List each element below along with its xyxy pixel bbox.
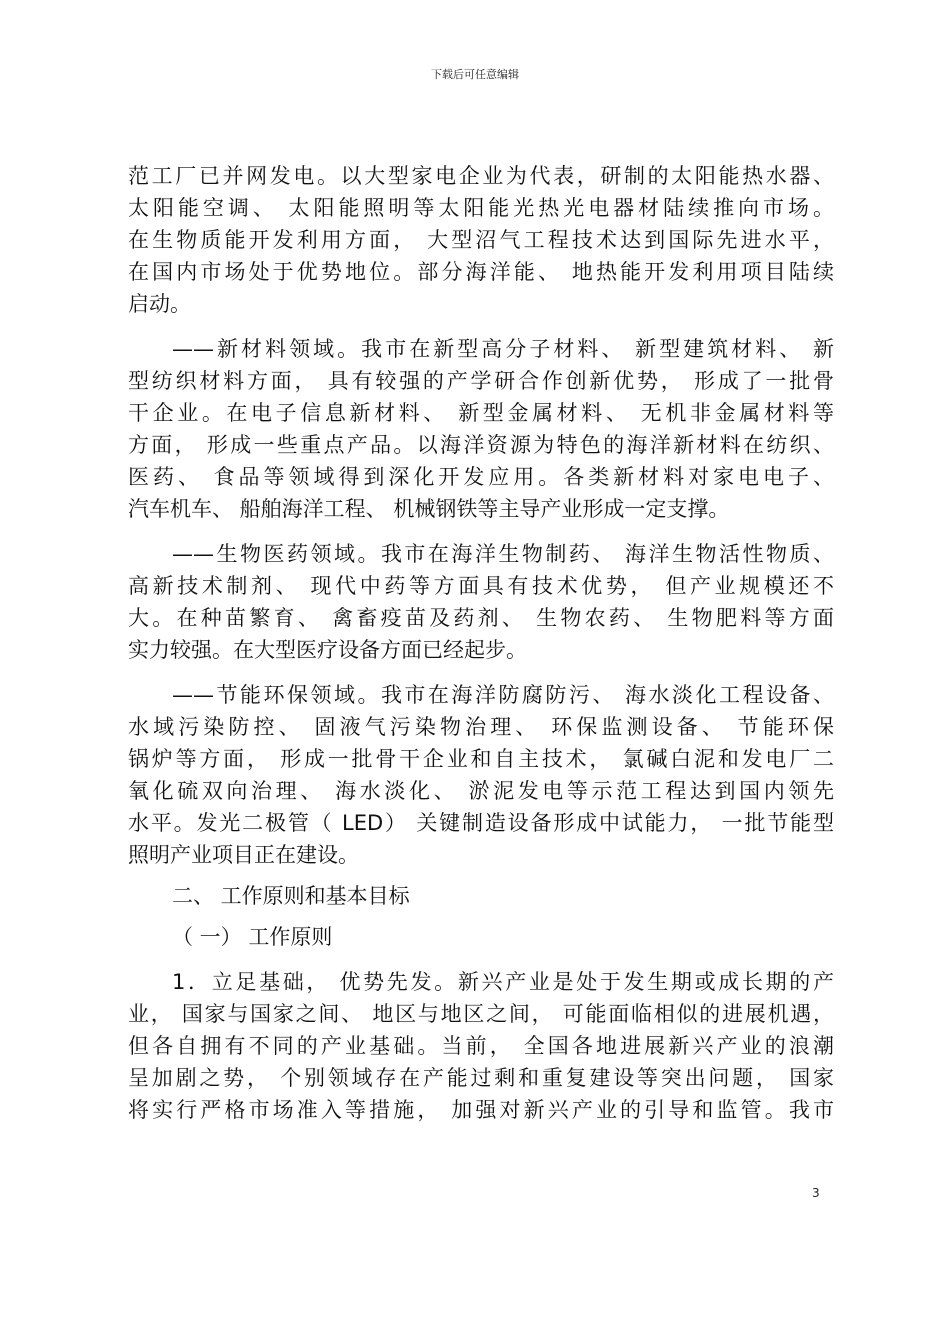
text-line: 医药、 食品等领域得到深化开发应用。各类新材料对家电电子、 xyxy=(128,465,834,489)
text-line: 启动。 xyxy=(128,292,191,316)
text-line: 照明产业项目正在建设。 xyxy=(128,843,359,867)
paragraph-new-materials xyxy=(128,333,834,525)
text-line: 太阳能空调、 太阳能照明等太阳能光热光电器材陆续推向市场。 xyxy=(128,196,834,220)
text-line: 将实行严格市场准入等措施， 加强对新兴产业的引导和监管。我市 xyxy=(128,1098,834,1122)
text-line: 水平。发光二极管（ LED） 关键制造设备形成中试能力， 一批节能型 xyxy=(128,811,834,835)
text-line: 型纺织材料方面， 具有较强的产学研合作创新优势， 形成了一批骨 xyxy=(128,369,834,393)
paragraph-biomedicine xyxy=(128,538,834,666)
text-line: 1．立足基础， 优势先发。新兴产业是处于发生期或成长期的产 xyxy=(172,970,834,994)
text-line: ——新材料领域。我市在新型高分子材料、 新型建筑材料、 新 xyxy=(172,337,834,361)
paragraph-solar-energy xyxy=(128,160,834,320)
text-line: ——生物医药领域。我市在海洋生物制药、 海洋生物活性物质、 xyxy=(172,542,834,566)
document-body xyxy=(128,160,834,1126)
text-line: 方面， 形成一些重点产品。以海洋资源为特色的海洋新材料在纺织、 xyxy=(128,433,834,457)
text-line: 锅炉等方面， 形成一批骨干企业和自主技术， 氯碱白泥和发电厂二 xyxy=(128,747,834,771)
text-line: 高新技术制剂、 现代中药等方面具有技术优势， 但产业规模还不 xyxy=(128,574,834,598)
section-heading: 二、 工作原则和基本目标 xyxy=(172,884,410,908)
text-line: 业， 国家与国家之间、 地区与地区之间， 可能面临相似的进展机遇， xyxy=(128,1002,834,1026)
text-line: 大。在种苗繁育、 禽畜疫苗及药剂、 生物农药、 生物肥料等方面 xyxy=(128,606,834,630)
text-line: ——节能环保领域。我市在海洋防腐防污、 海水淡化工程设备、 xyxy=(172,683,834,707)
text-line: 呈加剧之势， 个别领域存在产能过剩和重复建设等突出问题， 国家 xyxy=(128,1066,834,1090)
text-line: 水域污染防控、 固液气污染物治理、 环保监测设备、 节能环保 xyxy=(128,715,834,739)
page-number: 3 xyxy=(812,1186,820,1200)
text-line: 范工厂已并网发电。以大型家电企业为代表，研制的太阳能热水器、 xyxy=(128,164,834,188)
paragraph-principle-1 xyxy=(128,966,834,1126)
text-line: 汽车机车、 船舶海洋工程、 机械钢铁等主导产业形成一定支撑。 xyxy=(128,497,730,521)
subsection-heading: （ 一） 工作原则 xyxy=(172,925,333,949)
text-line: 实力较强。在大型医疗设备方面已经起步。 xyxy=(128,638,527,662)
text-line: 氧化硫双向治理、 海水淡化、 淤泥发电等示范工程达到国内领先 xyxy=(128,779,834,803)
text-line: 在国内市场处于优势地位。部分海洋能、 地热能开发利用项目陆续 xyxy=(128,260,834,284)
text-line: 但各自拥有不同的产业基础。当前， 全国各地进展新兴产业的浪潮 xyxy=(128,1034,834,1058)
page-header-note: 下载后可任意编辑 xyxy=(431,68,519,81)
text-line: 在生物质能开发利用方面， 大型沼气工程技术达到国际先进水平， xyxy=(128,228,834,252)
text-line: 干企业。在电子信息新材料、 新型金属材料、 无机非金属材料等 xyxy=(128,401,834,425)
paragraph-energy-saving xyxy=(128,679,834,871)
